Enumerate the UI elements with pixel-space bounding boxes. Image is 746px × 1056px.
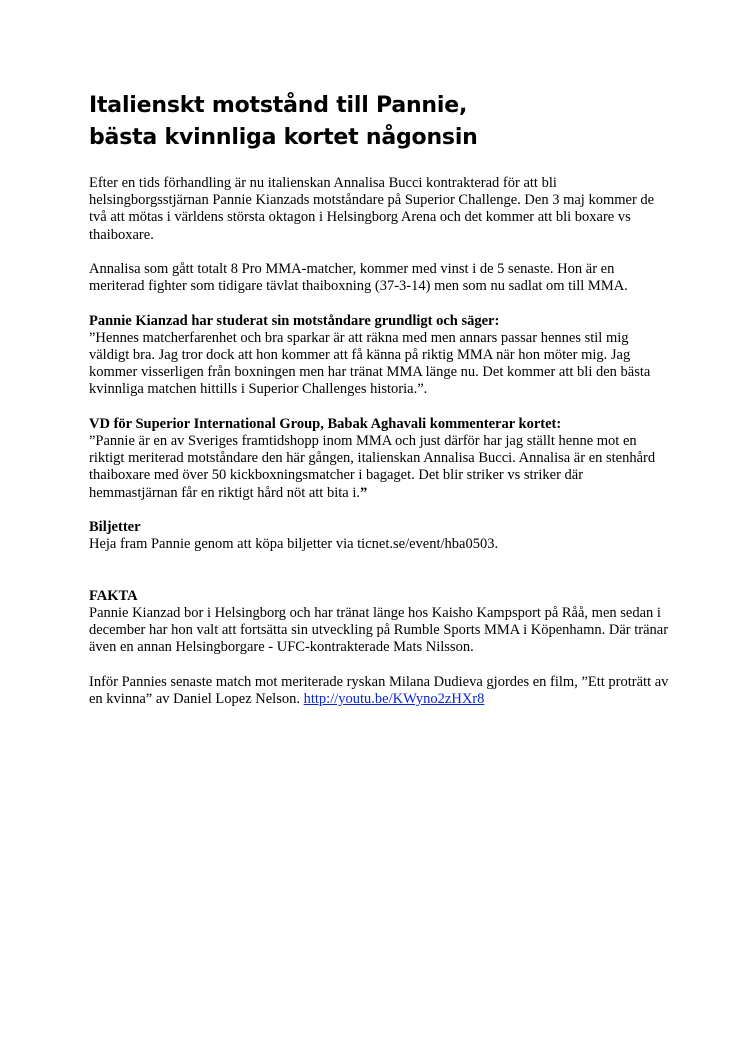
tickets-text: Heja fram Pannie genom att köpa biljetter via ticnet.se/event/hba0503.	[89, 536, 499, 553]
intro-paragraph: Efter en tids förhandling är nu italienskan Annalisa Bucci kontrakterad för att bli helsingborgsstjärnan Pannie Kianzads motståndare på Superior Challenge. Den 3 maj kommer de två att mötas i världens största oktagon i Helsingborg Arena och det kommer att bli boxare vs thaiboxare.	[89, 175, 655, 243]
pannie-quote-section	[89, 313, 669, 399]
facts-heading: FAKTA	[89, 587, 138, 604]
tickets-section	[89, 519, 669, 553]
title-line-2: bästa kvinnliga kortet någonsin	[89, 125, 478, 150]
pannie-quote-text: ”Hennes matcherfarenhet och bra sparkar är att räkna med men annars passar hennes stil mig väldigt bra. Jag tror dock att hon kommer att få känna på riktig MMA när hon möter mig. Jag kommer visserligen från boxningen men har tränat MMA länge nu. Det kommer att bli den bästa kvinnliga matchen hittills i Superior Challenges historia.”.	[89, 329, 651, 398]
ceo-quote-section	[89, 416, 669, 502]
tickets-heading: Biljetter	[89, 519, 141, 535]
facts-text: Pannie Kianzad bor i Helsingborg och har tränat länge hos Kaisho Kampsport på Råå, men sedan i december har hon valt att fortsätta sin utveckling på Rumble Sports MMA i Köpenhamn. Där tränar även en annan Helsingborgare - UFC-kontrakterade Mats Nilsson.	[89, 605, 669, 656]
ceo-quote-text: ”Pannie är en av Sveriges framtidshopp inom MMA och just därför har jag ställt henne mot en riktigt meriterad motståndare den här gången, italienskan Annalisa Bucci. Annalisa är en stenhård thaiboxare med över 50 kickboxningsmatcher i bagaget. Det blir striker vs striker där hemmastjärnan får en riktigt hård nöt att bita i.	[89, 433, 656, 501]
pannie-quote-heading: Pannie Kianzad har studerat sin motståndare grundligt och säger:	[89, 312, 500, 329]
ceo-quote-heading: VD för Superior International Group, Babak Aghavali kommenterar kortet:	[89, 415, 562, 432]
film-text: Inför Pannies senaste match mot meriterade ryskan Milana Dudieva gjordes en film, ”Ett proträtt av en kvinna” av Daniel Lopez Nelson.	[89, 673, 669, 707]
title-line-1: Italienskt motstånd till Pannie,	[89, 93, 468, 118]
background-paragraph: Annalisa som gått totalt 8 Pro MMA-matcher, kommer med vinst i de 5 senaste. Hon är en meriterad fighter som tidigare tävlat thaiboxning (37-3-14) men som nu sadlat om till MMA.	[89, 261, 628, 295]
film-paragraph	[89, 674, 669, 708]
ceo-quote-end-mark: ”	[359, 484, 368, 501]
youtube-link[interactable]: http://youtu.be/KWyno2zHXr8	[303, 691, 485, 707]
article-body	[89, 175, 669, 725]
page-title	[89, 90, 478, 154]
facts-section	[89, 588, 669, 657]
